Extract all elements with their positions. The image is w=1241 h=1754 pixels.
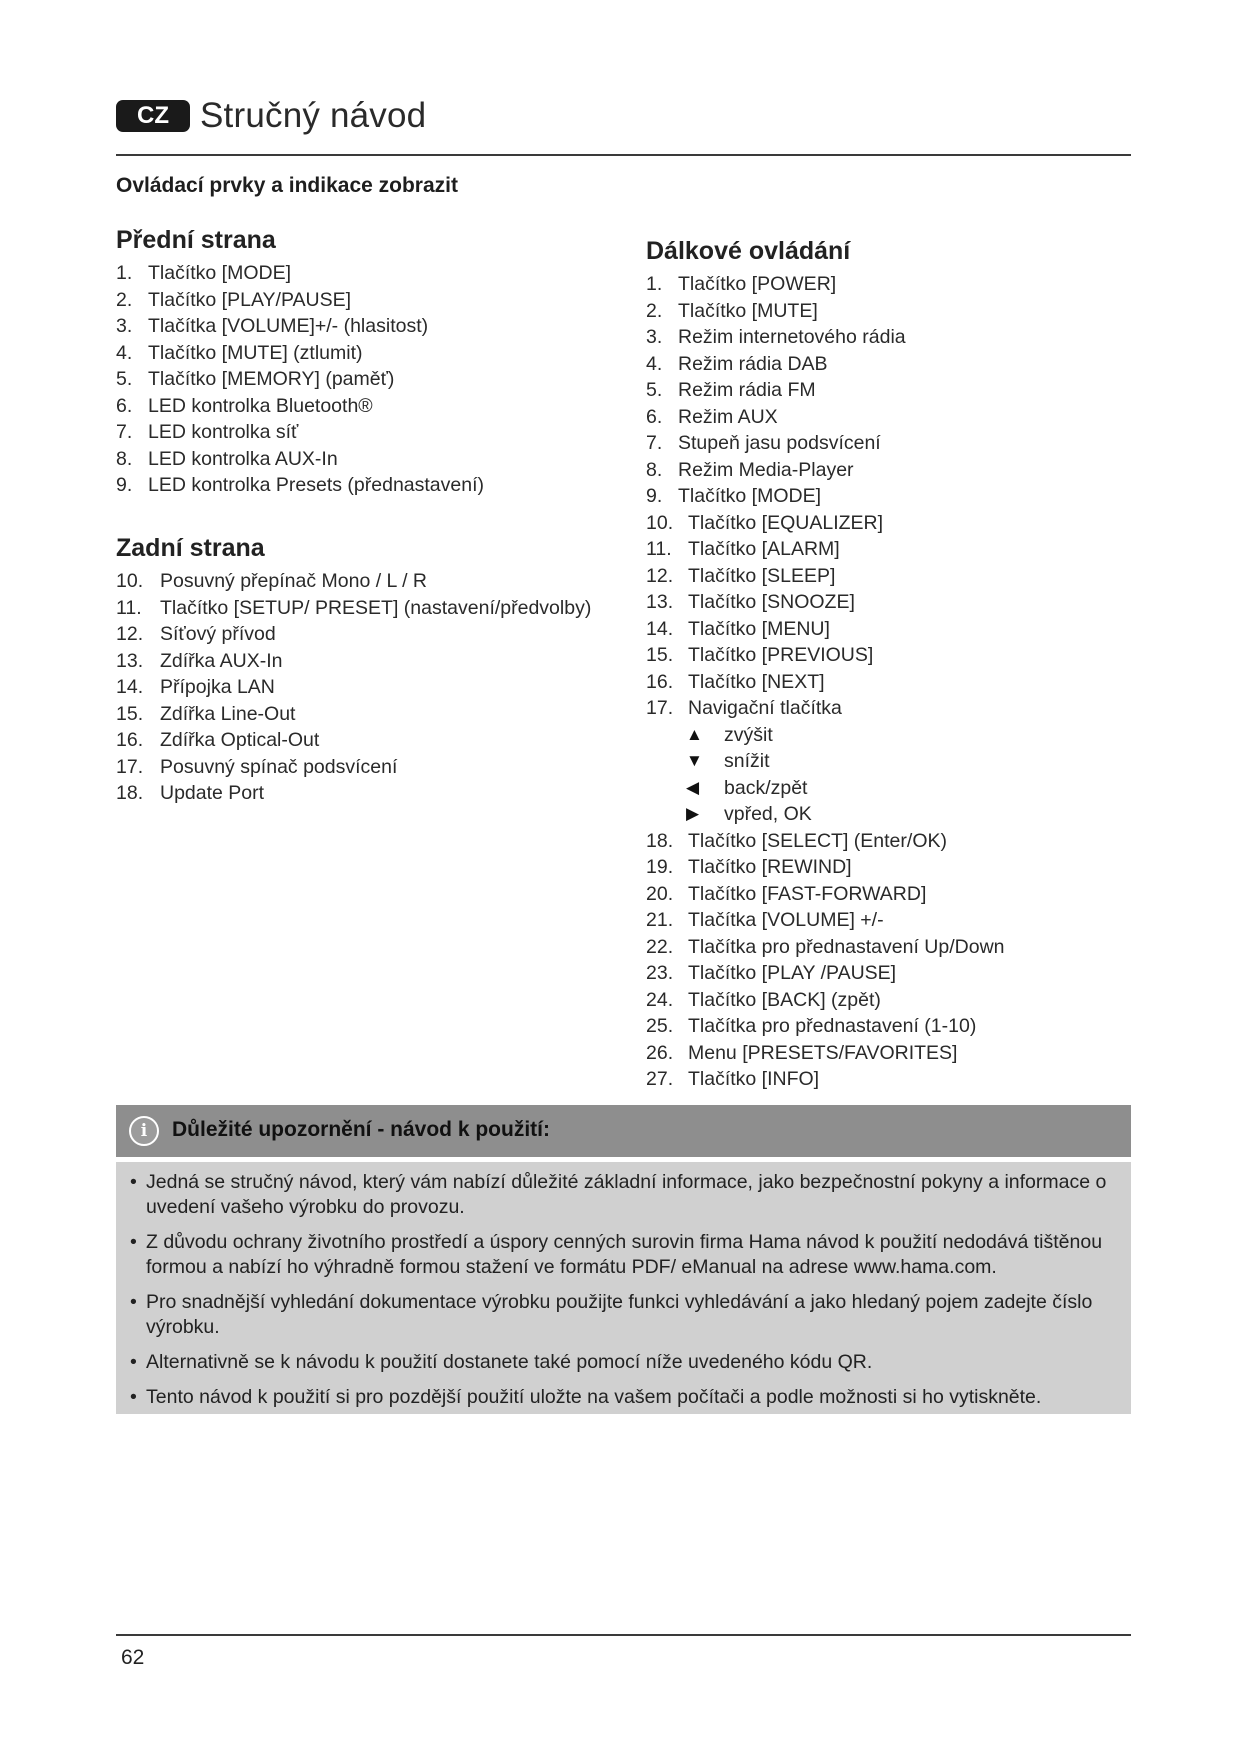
list-item (116, 446, 596, 473)
list-item (116, 393, 596, 420)
front-side-heading: Přední strana (116, 226, 276, 254)
list-item-number: 5. (646, 379, 663, 401)
list-item (116, 419, 596, 446)
list-item (116, 366, 596, 393)
list-item-number: 17. (646, 697, 674, 719)
list-item (646, 483, 1126, 510)
list-item-number: 15. (646, 644, 674, 666)
list-item (646, 960, 1126, 987)
list-item-number: 10. (646, 511, 674, 534)
list-item-number: 10. (116, 570, 144, 592)
list-item (116, 621, 636, 648)
list-item-text: Tlačítko [PLAY/PAUSE] (148, 288, 352, 311)
list-item-number: 15. (116, 702, 144, 725)
list-item-text: Tlačítko [MODE] (678, 485, 822, 507)
list-item (646, 589, 1126, 616)
list-item-text: Zdířka AUX-In (160, 649, 283, 672)
list-item-number: 24. (646, 988, 674, 1011)
list-item-text: Přípojka LAN (160, 676, 275, 698)
list-item-number: 27. (646, 1068, 674, 1090)
notice-bullet: • Jedná se stručný návod, který vám nabízí důležité základní informace, jako bezpečnostní pokyny a informace o uvedení vašeho výrobku do provozu. (130, 1170, 1115, 1220)
list-item (646, 351, 1126, 378)
list-item (116, 595, 636, 622)
remote-heading: Dálkové ovládání (646, 237, 851, 265)
list-item-number: 16. (116, 729, 144, 751)
list-item (646, 1040, 1126, 1067)
list-item-number: 14. (646, 617, 674, 640)
nav-arrow-item (646, 801, 1126, 828)
list-item-text: Tlačítko [INFO] (688, 1068, 820, 1090)
list-item-text: Tlačítka [VOLUME]+/- (hlasitost) (148, 315, 429, 337)
list-item-text: Tlačítko [SETUP/ PRESET] (nastavení/předvolby) (160, 596, 592, 619)
list-item-number: 2. (116, 288, 133, 311)
list-item (116, 701, 636, 728)
list-item-number: 17. (116, 755, 144, 778)
list-item-number: 5. (116, 368, 133, 390)
list-item-text: Zdířka Optical-Out (160, 729, 320, 751)
list-item (646, 934, 1126, 961)
notice-body (116, 1162, 1131, 1414)
list-item-text: Tlačítko [SNOOZE] (688, 591, 855, 613)
list-item (646, 987, 1126, 1014)
list-item (116, 472, 596, 499)
list-item (646, 536, 1126, 563)
list-item (646, 563, 1126, 590)
list-item (646, 324, 1126, 351)
rear-side-heading: Zadní strana (116, 534, 265, 562)
info-icon: i (129, 1116, 159, 1146)
list-item (646, 642, 1126, 669)
arrow-left-icon: ◀ (686, 777, 700, 797)
list-item-text: Tlačítko [SELECT] (Enter/OK) (688, 829, 947, 852)
list-item (116, 780, 636, 807)
list-item (646, 669, 1126, 696)
notice-bullet: • Pro snadnější vyhledání dokumentace výrobku použijte funkci vyhledávání a jako hledaný pojem zadejte číslo výrobku. (130, 1290, 1115, 1340)
list-item-number: 26. (646, 1041, 674, 1064)
list-item-text: Tlačítka [VOLUME] +/- (688, 909, 884, 931)
list-item-number: 6. (116, 394, 133, 417)
list-item-number: 9. (116, 474, 133, 496)
list-item (116, 568, 636, 595)
list-item-number: 7. (116, 421, 133, 443)
list-item-number: 6. (646, 405, 663, 428)
list-item-text: Tlačítka pro přednastavení (1-10) (688, 1015, 977, 1037)
list-item-text: Síťový přívod (160, 623, 276, 645)
list-item (116, 340, 596, 367)
notice-bullet: • Alternativně se k návodu k použití dostanete také pomocí níže uvedeného kódu QR. (130, 1350, 1115, 1375)
list-item-text: Tlačítko [ALARM] (688, 538, 840, 560)
page-number: 62 (121, 1646, 145, 1669)
list-item-number: 18. (646, 829, 674, 852)
list-item (116, 754, 636, 781)
list-item (646, 430, 1126, 457)
list-item-number: 1. (646, 273, 663, 295)
nav-arrow-item (646, 722, 1126, 749)
list-item-number: 11. (116, 596, 142, 619)
footer-divider (116, 1634, 1131, 1636)
list-item (646, 377, 1126, 404)
list-item-number: 12. (116, 623, 144, 645)
list-item-number: 21. (646, 909, 674, 931)
list-item (116, 674, 636, 701)
header-divider (116, 154, 1131, 156)
language-badge: CZ (116, 100, 190, 132)
list-item-text: Režim AUX (678, 405, 778, 428)
list-item (646, 271, 1126, 298)
list-item-number: 25. (646, 1015, 674, 1037)
list-item (646, 1066, 1126, 1093)
list-item-number: 16. (646, 670, 674, 693)
list-item-text: Posuvný přepínač Mono / L / R (160, 570, 428, 592)
list-item-number: 13. (116, 649, 144, 672)
list-item-number: 11. (646, 538, 672, 560)
list-item-number: 18. (116, 782, 144, 804)
list-item-number: 4. (646, 352, 663, 375)
list-item-text: Update Port (160, 782, 265, 804)
list-item-text: Tlačítko [MUTE] (ztlumit) (148, 341, 363, 364)
list-item-text: Menu [PRESETS/FAVORITES] (688, 1041, 958, 1064)
list-item (116, 648, 636, 675)
list-item-text: Tlačítka pro přednastavení Up/Down (688, 935, 1005, 958)
list-item (116, 287, 596, 314)
list-item-number: 20. (646, 882, 674, 905)
notice-header (116, 1105, 1131, 1157)
list-item-text: Navigační tlačítka (688, 697, 842, 719)
list-item-text: LED kontrolka síť (148, 421, 299, 443)
list-item-text: Tlačítko [PREVIOUS] (688, 644, 874, 666)
arrow-right-icon: ▶ (686, 804, 700, 823)
nav-arrow-item (646, 775, 1126, 802)
list-item-text: Tlačítko [FAST-FORWARD] (688, 882, 927, 905)
list-item-text: Tlačítko [REWIND] (688, 856, 852, 878)
list-item (646, 404, 1126, 431)
list-item (646, 510, 1126, 537)
list-item-number: 9. (646, 485, 663, 507)
list-item-number: 4. (116, 341, 133, 364)
page-header (116, 94, 1131, 154)
list-item-text: Tlačítko [BACK] (zpět) (688, 988, 881, 1011)
list-item-text: Tlačítko [MODE] (148, 262, 292, 284)
list-item-text: Tlačítko [MENU] (688, 617, 830, 640)
list-item (646, 457, 1126, 484)
list-item-text: Zdířka Line-Out (160, 702, 296, 725)
rear-side-list (116, 568, 636, 807)
list-item-text: Režim internetového rádia (678, 326, 906, 348)
list-item (116, 260, 596, 287)
nav-arrow-label: back/zpět (724, 776, 808, 799)
front-side-list (116, 260, 596, 499)
list-item-text: Tlačítko [NEXT] (688, 670, 825, 693)
list-item (646, 616, 1126, 643)
list-item (116, 313, 596, 340)
list-item-text: Posuvný spínač podsvícení (160, 755, 398, 778)
nav-arrow-item (646, 748, 1126, 775)
list-item-number: 13. (646, 591, 674, 613)
list-item-number: 7. (646, 432, 663, 454)
notice-bullet: • Z důvodu ochrany životního prostředí a úspory cenných surovin firma Hama návod k použití nedodává tištěnou formou a nabízí ho výhradně formou stažení ve formátu PDF/ eManual na adrese www.hama.com. (130, 1230, 1115, 1280)
list-item (646, 881, 1126, 908)
list-item-number: 12. (646, 564, 674, 587)
arrow-down-icon: ▼ (686, 751, 703, 770)
list-item (646, 695, 1126, 722)
remote-list (646, 271, 1126, 1093)
section-subtitle: Ovládací prvky a indikace zobrazit (116, 174, 458, 197)
list-item-number: 3. (646, 326, 663, 348)
list-item-text: Režim Media-Player (678, 458, 854, 481)
list-item-text: Tlačítko [MEMORY] (paměť) (148, 368, 395, 390)
notice-bullets (130, 1170, 1115, 1420)
list-item-number: 2. (646, 299, 663, 322)
list-item-number: 1. (116, 262, 133, 284)
list-item-text: Tlačítko [SLEEP] (688, 564, 836, 587)
notice-title: Důležité upozornění - návod k použití: (172, 1118, 550, 1141)
list-item (646, 298, 1126, 325)
list-item (646, 1013, 1126, 1040)
list-item-text: LED kontrolka Presets (přednastavení) (148, 474, 484, 496)
list-item-number: 8. (116, 447, 133, 470)
list-item-number: 14. (116, 676, 144, 698)
list-item-text: Tlačítko [PLAY /PAUSE] (688, 962, 897, 984)
list-item (646, 907, 1126, 934)
list-item-number: 8. (646, 458, 663, 481)
list-item-text: Tlačítko [POWER] (678, 273, 837, 295)
nav-arrow-label: vpřed, OK (724, 803, 812, 825)
nav-arrow-label: zvýšit (724, 723, 773, 746)
list-item (646, 828, 1126, 855)
list-item-text: LED kontrolka AUX-In (148, 447, 338, 470)
list-item (116, 727, 636, 754)
arrow-up-icon: ▲ (686, 724, 703, 744)
list-item-text: Stupeň jasu podsvícení (678, 432, 881, 454)
list-item-number: 19. (646, 856, 674, 878)
list-item-text: Režim rádia FM (678, 379, 816, 401)
page-title: Stručný návod (200, 96, 427, 135)
list-item-number: 23. (646, 962, 674, 984)
list-item-text: Tlačítko [EQUALIZER] (688, 511, 884, 534)
list-item (646, 854, 1126, 881)
list-item-text: Tlačítko [MUTE] (678, 299, 818, 322)
list-item-text: LED kontrolka Bluetooth® (148, 394, 373, 417)
list-item-number: 3. (116, 315, 133, 337)
notice-bullet: • Tento návod k použití si pro pozdější použití uložte na vašem počítači a podle možnosti si ho vytiskněte. (130, 1385, 1115, 1410)
nav-arrow-label: snížit (724, 750, 770, 772)
list-item-text: Režim rádia DAB (678, 352, 828, 375)
list-item-number: 22. (646, 935, 674, 958)
